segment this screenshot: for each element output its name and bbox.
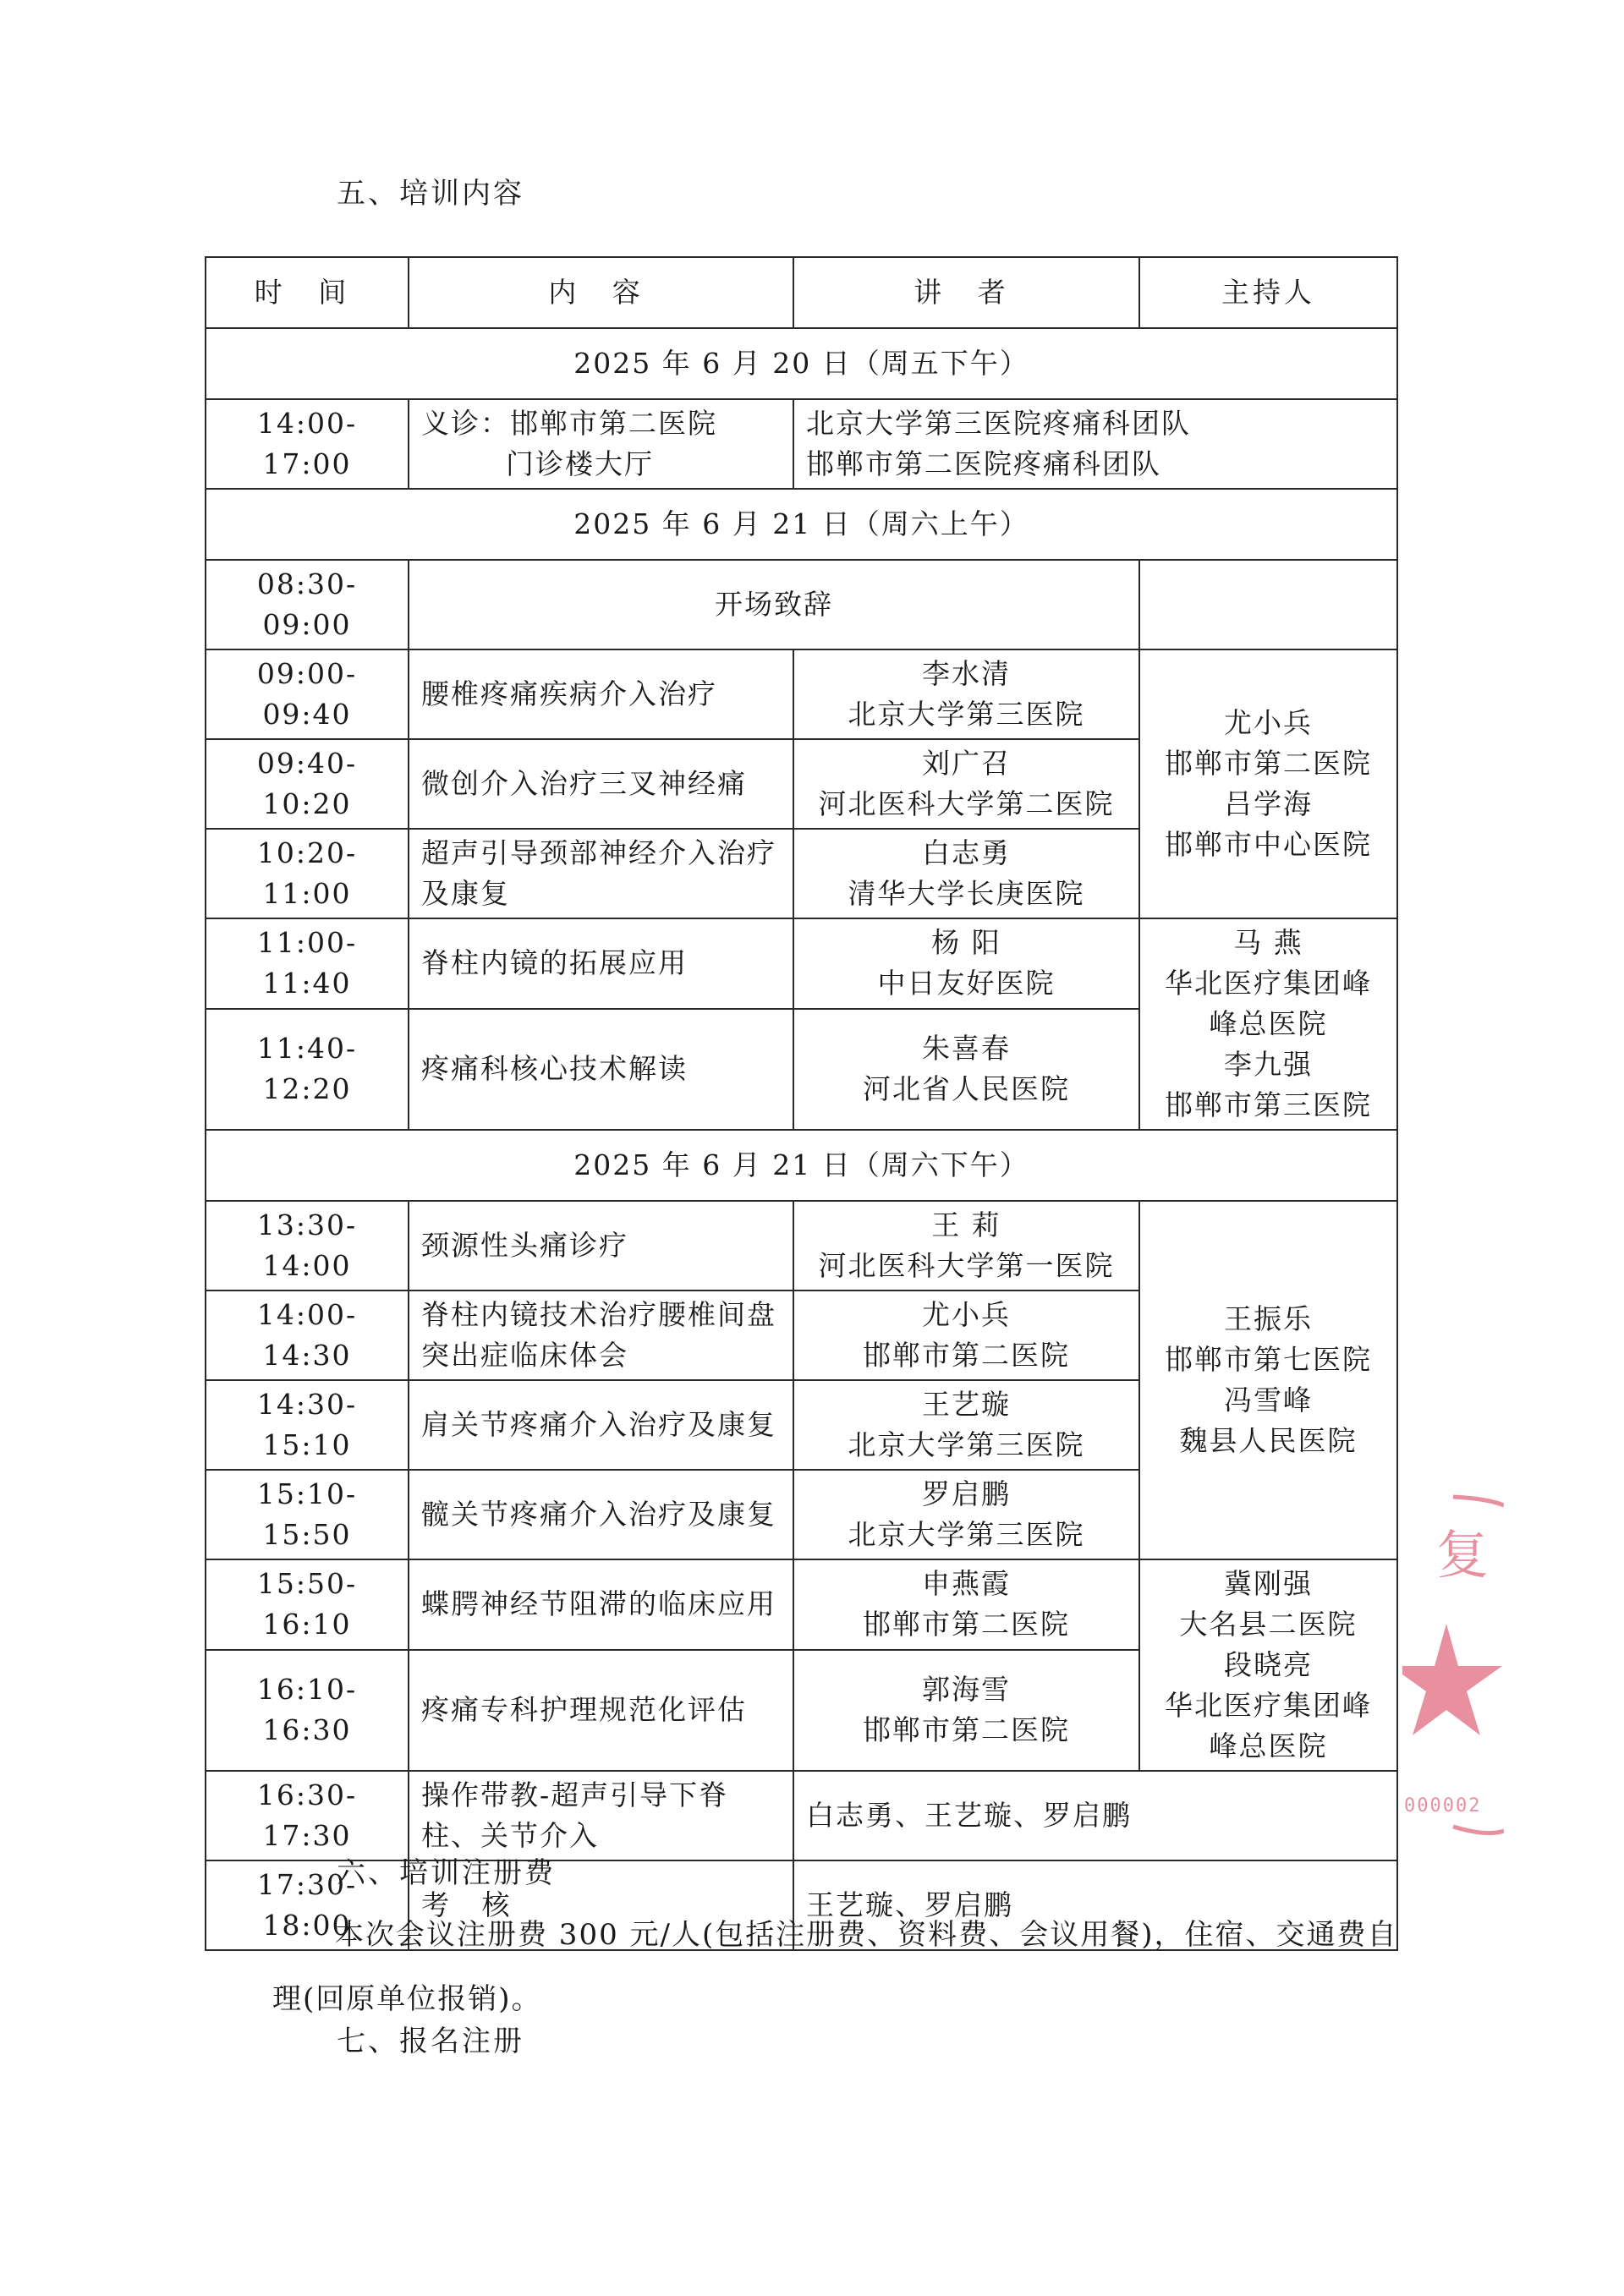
speaker-org: 邯郸市第二医院: [863, 1608, 1070, 1641]
speaker-line: 北京大学第三医院疼痛科团队: [806, 407, 1191, 440]
host-line: 邯郸市第三医院: [1165, 1088, 1372, 1121]
host-cell: [1139, 1559, 1397, 1771]
red-seal-stamp: [1402, 1488, 1504, 1852]
speaker-name: 杨 阳: [931, 926, 1001, 960]
host-line: 华北医疗集团峰: [1165, 1689, 1372, 1722]
time-cell: 09:00-09:40: [206, 649, 409, 739]
seal-char: 复: [1436, 1524, 1490, 1586]
host-line: 冀刚强: [1224, 1567, 1313, 1600]
content-cell: [409, 399, 793, 489]
header-host: 主持人: [1139, 257, 1397, 328]
speaker-cell: [793, 649, 1139, 739]
speaker-cell: [793, 1009, 1139, 1130]
speaker-name: 郭海雪: [922, 1673, 1011, 1707]
host-line: 马 燕: [1233, 926, 1303, 959]
table-row: [206, 649, 1397, 739]
time-cell: 14:00-14:30: [206, 1290, 409, 1380]
speaker-cell: [793, 1470, 1139, 1559]
speaker-cell: [793, 1201, 1139, 1290]
host-line: 华北医疗集团峰: [1165, 967, 1372, 1000]
speaker-cell: [793, 1650, 1139, 1771]
time-cell: 13:30-14:00: [206, 1201, 409, 1290]
speaker-line: 邯郸市第二医院疼痛科团队: [806, 447, 1161, 480]
speaker-cell: [793, 1380, 1139, 1470]
speaker-name: 李水清: [922, 657, 1011, 690]
content-cell: 微创介入治疗三叉神经痛: [409, 739, 793, 829]
speaker-cell: 白志勇、王艺璇、罗启鹏: [793, 1771, 1397, 1860]
day-title: 2025 年 6 月 21 日（周六下午）: [206, 1130, 1397, 1201]
table-row: [206, 1771, 1397, 1860]
content-cell: 腰椎疼痛疾病介入治疗: [409, 649, 793, 739]
content-cell: 疼痛专科护理规范化评估: [409, 1650, 793, 1771]
section-6-heading: 六、培训注册费: [337, 1856, 556, 1890]
training-schedule-table: [205, 256, 1398, 1951]
speaker-org: 清华大学长庚医院: [848, 877, 1085, 910]
seal-star: [1402, 1624, 1502, 1735]
speaker-name: 罗启鹏: [922, 1477, 1011, 1510]
table-row: [206, 1201, 1397, 1290]
content-line: 门诊楼大厅: [506, 447, 654, 480]
speaker-org: 北京大学第三医院: [848, 698, 1085, 731]
host-line: 邯郸市第七医院: [1165, 1343, 1372, 1376]
host-line: 峰总医院: [1209, 1729, 1328, 1762]
table-row: [206, 560, 1397, 649]
content-cell: 操作带教-超声引导下脊柱、关节介入: [409, 1771, 793, 1860]
time-cell: 10:20-11:00: [206, 829, 409, 918]
speaker-name: 申燕霞: [922, 1567, 1011, 1601]
content-cell: 脊柱内镜的拓展应用: [409, 918, 793, 1009]
host-line: 段晓亮: [1224, 1648, 1313, 1681]
time-cell: 16:10-16:30: [206, 1650, 409, 1771]
speaker-org: 河北医科大学第一医院: [818, 1249, 1115, 1282]
host-cell: [1139, 918, 1397, 1130]
header-time: 时 间: [206, 257, 409, 328]
host-cell: [1139, 649, 1397, 918]
speaker-cell: [793, 1559, 1139, 1650]
speaker-org: 邯郸市第二医院: [863, 1713, 1070, 1747]
speaker-name: 王艺璇: [922, 1388, 1011, 1421]
host-line: 大名县二医院: [1179, 1608, 1358, 1641]
host-line: 王振乐: [1224, 1302, 1313, 1335]
content-cell: 考 核: [409, 1860, 793, 1950]
time-cell: 09:40-10:20: [206, 739, 409, 829]
host-cell: [1139, 1201, 1397, 1559]
time-cell: 17:30-18:00: [206, 1860, 409, 1950]
speaker-cell: [793, 918, 1139, 1009]
header-speaker: 讲 者: [793, 257, 1139, 328]
host-cell: [1139, 560, 1397, 649]
host-line: 邯郸市第二医院: [1165, 747, 1372, 780]
speaker-cell: [793, 1290, 1139, 1380]
content-cell: 髋关节疼痛介入治疗及康复: [409, 1470, 793, 1559]
table-row: [206, 918, 1397, 1009]
speaker-cell: [793, 829, 1139, 918]
header-content: 内 容: [409, 257, 793, 328]
seal-arc: [1453, 1497, 1504, 1505]
seal-arc: [1453, 1827, 1504, 1833]
speaker-name: 白志勇: [922, 836, 1011, 869]
day-title: 2025 年 6 月 20 日（周五下午）: [206, 328, 1397, 399]
host-line: 冯雪峰: [1224, 1384, 1313, 1417]
speaker-name: 王 莉: [931, 1208, 1001, 1241]
speaker-cell: [793, 739, 1139, 829]
speaker-org: 河北省人民医院: [863, 1072, 1070, 1106]
time-cell: 08:30-09:00: [206, 560, 409, 649]
content-cell: 肩关节疼痛介入治疗及康复: [409, 1380, 793, 1470]
time-cell: 11:00-11:40: [206, 918, 409, 1009]
host-line: 尤小兵: [1224, 706, 1313, 739]
speaker-cell: 王艺璇、罗启鹏: [793, 1860, 1397, 1950]
seal-number: 000002: [1404, 1795, 1482, 1817]
content-cell: 开场致辞: [409, 560, 1139, 649]
speaker-cell: [793, 399, 1397, 489]
content-cell: 蝶腭神经节阻滞的临床应用: [409, 1559, 793, 1650]
speaker-org: 中日友好医院: [877, 967, 1056, 1000]
content-line: 义诊：邯郸市第二医院: [421, 407, 717, 440]
registration-fee-paragraph: 本次会议注册费 300 元/人(包括注册费、资料费、会议用餐)，住宿、交通费自理(回原单位报销)。: [272, 1918, 1398, 2016]
time-cell: 15:50-16:10: [206, 1559, 409, 1650]
time-cell: 16:30-17:30: [206, 1771, 409, 1860]
section-5-heading: 五、培训内容: [337, 177, 524, 211]
host-line: 峰总医院: [1209, 1007, 1328, 1040]
host-line: 吕学海: [1224, 787, 1313, 820]
table-header-row: [206, 257, 1397, 328]
time-cell: 11:40-12:20: [206, 1009, 409, 1130]
content-cell: 颈源性头痛诊疗: [409, 1201, 793, 1290]
day-row: [206, 328, 1397, 399]
host-line: 邯郸市中心医院: [1165, 828, 1372, 861]
day-title: 2025 年 6 月 21 日（周六上午）: [206, 489, 1397, 560]
speaker-org: 北京大学第三医院: [848, 1518, 1085, 1551]
section-7-heading: 七、报名注册: [337, 2025, 524, 2058]
speaker-org: 邯郸市第二医院: [863, 1339, 1070, 1372]
day-row: [206, 489, 1397, 560]
host-line: 魏县人民医院: [1179, 1424, 1358, 1457]
time-cell: 15:10-15:50: [206, 1470, 409, 1559]
time-cell: 14:00-17:00: [206, 399, 409, 489]
time-cell: 14:30-15:10: [206, 1380, 409, 1470]
content-cell: 超声引导颈部神经介入治疗及康复: [409, 829, 793, 918]
content-cell: 脊柱内镜技术治疗腰椎间盘突出症临床体会: [409, 1290, 793, 1380]
content-cell: 疼痛科核心技术解读: [409, 1009, 793, 1130]
day-row: [206, 1130, 1397, 1201]
speaker-org: 河北医科大学第二医院: [818, 787, 1115, 820]
speaker-name: 尤小兵: [922, 1298, 1011, 1331]
table-row: [206, 1559, 1397, 1650]
host-line: 李九强: [1224, 1048, 1313, 1081]
speaker-org: 北京大学第三医院: [848, 1428, 1085, 1461]
table-row: [206, 399, 1397, 489]
speaker-name: 朱喜春: [922, 1032, 1011, 1066]
speaker-name: 刘广召: [922, 747, 1011, 780]
